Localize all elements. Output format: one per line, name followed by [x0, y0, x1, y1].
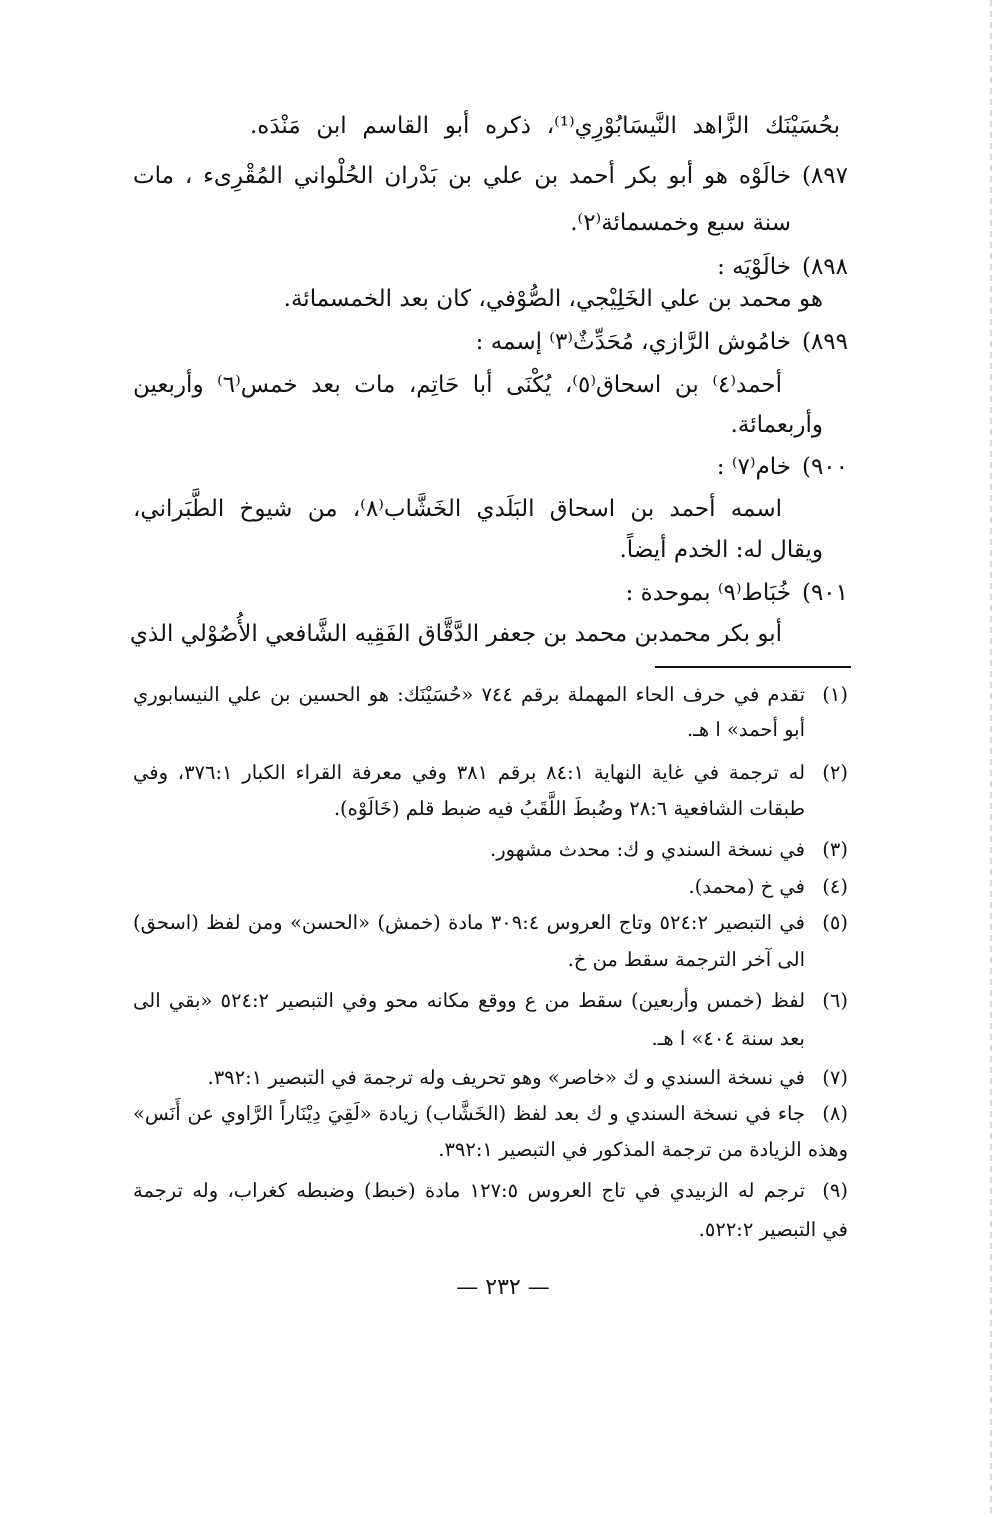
- body-line: ويقال له: الخدم أيضاً.: [619, 537, 823, 563]
- page-number: — ٢٣٢ —: [456, 1275, 550, 1300]
- footnote-line: بعد سنة ٤٠٤» ا هـ.: [651, 1027, 805, 1050]
- footnote-number: (٦): [822, 989, 848, 1012]
- footnote-number: (٤): [822, 875, 848, 898]
- footnote-line: في نسخة السندي و ك: محدث مشهور.: [490, 838, 805, 861]
- footnote-number: (٣): [822, 838, 848, 861]
- footnote-line: ترجم له الزبيدي في تاج العروس ١٢٧:٥ مادة (خبط) وضبطه كغراب، وله ترجمة: [133, 1179, 805, 1202]
- footnote-number: (٢): [822, 761, 848, 784]
- body-line: وأربعمائة.: [730, 412, 823, 438]
- footnote-line: في التبصير ٥٢٢:٢.: [698, 1218, 848, 1241]
- footnote-number: (٨): [822, 1102, 848, 1125]
- footnote-line: الى آخر الترجمة سقط من خ.: [567, 948, 805, 971]
- footnote-number: (٧): [822, 1066, 848, 1089]
- body-line: أبو بكر محمدبن محمد بن جعفر الدَّقَّاق الفَقِيه الشَّافعي الأُصُوْلي الذي: [129, 621, 782, 647]
- body-line: خُبَاط⁽٩⁾ بموحدة :: [625, 580, 791, 606]
- body-line: أحمد⁽٤⁾ بن اسحاق⁽٥⁾، يُكْنَى أبا حَاتِم، مات بعد خمس⁽٦⁾ وأربعين: [133, 372, 782, 398]
- footnote-line: له ترجمة في غاية النهاية ٨٤:١ برقم ٣٨١ وفي معرفة القراء الكبار ٣٧٦:١، وفي: [133, 761, 806, 784]
- footnote-number: (١): [822, 683, 848, 706]
- footnote-line: في خ (محمد).: [688, 875, 805, 898]
- footnote-divider: [655, 666, 851, 668]
- footnote-line: في التبصير ٥٢٤:٢ وتاج العروس ٣٠٩:٤ مادة (خمش) «الحسن» ومن لفظ (اسحق): [133, 911, 805, 934]
- footnote-line: وهذه الزيادة من ترجمة المذكور في التبصير ٣٩٢:١.: [438, 1138, 848, 1161]
- footnote-number: (٥): [822, 911, 848, 934]
- footnote-line: لفظ (خمس وأربعين) سقط من ع ووقع مكانه محو وفي التبصير ٥٢٤:٢ «بقي الى: [133, 989, 806, 1012]
- body-line: هو محمد بن علي الخَلِيْجي، الصُّوْفي، كان بعد الخمسمائة.: [283, 286, 823, 312]
- footnote-line: طبقات الشافعية ٢٨:٦ وضُبطَ اللَّقَبُ فيه ضبط قلم (خَالَوْه).: [333, 797, 805, 820]
- footnote-line: أبو أحمد» ا هـ.: [686, 718, 805, 741]
- body-line: بحُسَيْنَك الزَّاهد النَّيسَابُوْرِي⁽¹⁾، ذكره أبو القاسم ابن مَنْدَه.: [250, 113, 840, 139]
- entry-number: ٨٩٩): [801, 329, 848, 355]
- entry-number: ٩٠١): [801, 580, 848, 606]
- body-line: خام⁽٧⁾ :: [716, 454, 791, 480]
- footnote-number: (٩): [822, 1179, 848, 1202]
- body-line: خامُوش الرَّازي، مُحَدِّثٌ⁽٣⁾ إسمه :: [475, 329, 791, 355]
- entry-number: ٨٩٨): [801, 254, 848, 280]
- footnote-line: جاء في نسخة السندي و ك بعد لفظ (الخَشَّاب) زيادة «لَقِيَ دِيْنَاراً الرَّاوي عن أَنَس»: [133, 1102, 805, 1125]
- body-line: اسمه أحمد بن اسحاق البَلَدي الخَشَّاب⁽٨⁾، من شيوخ الطَّبَراني،: [133, 496, 782, 522]
- entry-number: ٩٠٠): [801, 454, 848, 480]
- entry-number: ٨٩٧): [801, 163, 848, 189]
- body-line: سنة سبع وخمسمائة⁽٢⁾.: [570, 210, 791, 236]
- body-line: خالَوْيَه :: [717, 254, 791, 280]
- footnote-line: في نسخة السندي و ك «خاصر» وهو تحريف وله ترجمة في التبصير ٣٩٢:١.: [207, 1066, 805, 1089]
- body-line: خالَوْه هو أبو بكر أحمد بن علي بن بَدْران الحُلْواني المُقْرِىء ، مات: [133, 163, 791, 189]
- footnote-line: تقدم في حرف الحاء المهملة برقم ٧٤٤ «حُسَيْنَك: هو الحسين بن علي النيسابوري: [133, 683, 805, 706]
